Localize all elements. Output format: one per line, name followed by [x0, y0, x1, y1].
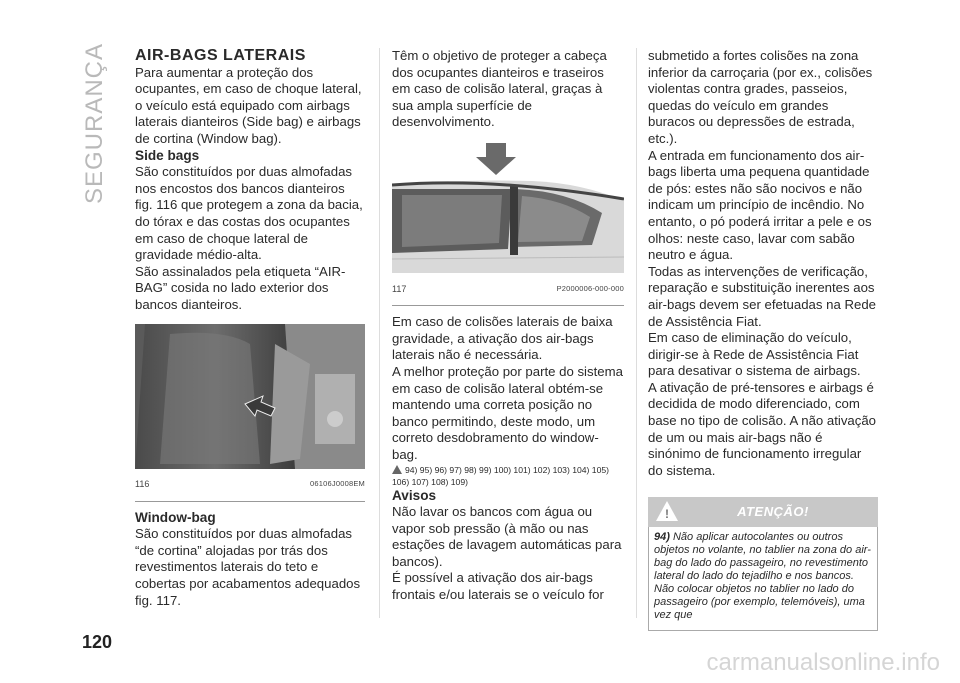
paragraph: A entrada em funcionamento dos air-bags liberta uma pequena quantidade de pós: estes não são nocivos e não indicam um princípio de incêndio. No entanto, o pó poderá irritar a pele e os olhos: neste caso, lavar com sabão neutro e água. — [648, 147, 872, 263]
footer-watermark: carmanualsonline.info — [706, 649, 940, 676]
seat-side-bag-image — [135, 324, 365, 469]
figure-number: 117 — [392, 283, 407, 294]
side-bags-paragraph: São constituídos por duas almofadas nos encostos dos bancos dianteiros fig. 116 que protegem a zona da bacia, do tórax e das costas dos ocupantes em caso de choque lateral de gravidade médio-alta. — [135, 164, 363, 263]
section-label: SEGURANÇA — [81, 42, 108, 204]
paragraph: Têm o objetivo de proteger a cabeça dos ocupantes dianteiros e traseiros em caso de colisão lateral, graças à sua ampla superfície de desenvolvimento. — [392, 48, 607, 130]
figure-116 — [135, 324, 365, 502]
paragraph: Todas as intervenções de verificação, reparação e substituição inerentes aos air-bags devem ser efetuadas na Rede de Assistência Fiat. — [648, 263, 876, 329]
warning-references: 94) 95) 96) 97) 98) 99) 100) 101) 102) 103) 104) 105) 106) 107) 108) 109) — [392, 464, 609, 487]
paragraph: Não lavar os bancos com água ou vapor sob pressão (à mão ou nas estações de lavagem automáticas para bancos). — [392, 504, 622, 569]
warning-header — [648, 497, 878, 527]
window-bag-heading: Window-bag — [135, 509, 216, 525]
warning-number: 94) — [654, 531, 670, 544]
column-2 — [392, 48, 624, 604]
warning-triangle-icon — [392, 465, 402, 474]
figure-code: P2000006-000-000 — [556, 283, 624, 293]
paragraph: A ativação de pré-tensores e airbags é decidida de modo diferenciado, com base no tipo de colisão. A não ativação de um ou mais air-bags não é sinónimo de funcionamento irregular do sistema. — [648, 379, 877, 478]
paragraph: É possível a ativação dos air-bags frontais e/ou laterais se o veículo for — [392, 570, 604, 603]
column-3 — [648, 48, 878, 631]
warning-box — [648, 497, 878, 631]
column-1 — [135, 48, 365, 609]
paragraph: Em caso de colisões laterais de baixa gravidade, a ativação dos air-bags laterais não é necessária. — [392, 314, 613, 363]
column-divider — [636, 48, 637, 618]
warning-text: Não aplicar autocolantes ou outros objetos no volante, no tablier na zona do air-bag do lado do passageiro, no revestimento lateral do lado do tejadilho e nos bancos. Não colocar objetos no tablier no lado do passageiro (por exemplo, telemóveis), uma vez que — [654, 531, 871, 622]
side-bags-heading: Side bags — [135, 147, 200, 163]
column-divider — [379, 48, 380, 618]
side-bags-paragraph: São assinalados pela etiqueta “AIR-BAG” cosida no lado exterior dos bancos dianteiros. — [135, 263, 346, 312]
avisos-heading: Avisos — [392, 487, 437, 503]
warning-body — [648, 527, 878, 631]
window-bag-paragraph: São constituídos por duas almofadas “de cortina” alojadas por trás dos revestimentos laterais do teto e cobertas por acabamentos adequados fig. 117. — [135, 526, 361, 608]
page-number: 120 — [82, 632, 113, 652]
section-title: AIR-BAGS LATERAIS — [135, 47, 306, 64]
paragraph: Em caso de eliminação do veículo, dirigir-se à Rede de Assistência Fiat para desativar o sistema de airbags. — [648, 330, 861, 379]
intro-paragraph: Para aumentar a proteção dos ocupantes, em caso de choque lateral, o veículo está equipado com airbags laterais dianteiros (Side bag) e airbags de cortina (Window bag). — [135, 64, 362, 146]
figure-code: 06106J0008EM — [310, 479, 365, 489]
figure-117 — [392, 141, 624, 306]
warning-triangle-icon — [656, 501, 678, 521]
warning-title: ATENÇÃO! — [737, 504, 809, 520]
car-window-bag-image — [392, 141, 624, 273]
figure-number: 116 — [135, 479, 150, 490]
paragraph: A melhor proteção por parte do sistema em caso de colisão lateral obtém-se mantendo uma correta posição no banco permitindo, deste modo, um correto desdobramento do window-bag. — [392, 363, 623, 462]
paragraph: submetido a fortes colisões na zona inferior da carroçaria (por ex., colisões violentas contra grades, passeios, quedas do veículo em grandes buracos ou depressões de estrada, etc.). — [648, 48, 873, 146]
